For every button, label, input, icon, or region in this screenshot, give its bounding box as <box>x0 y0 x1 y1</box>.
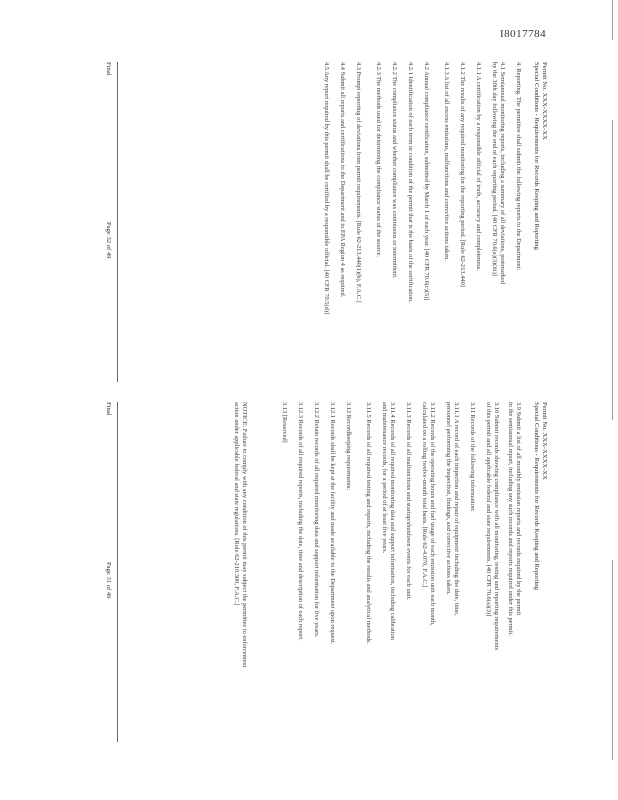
footer-rule <box>117 402 118 742</box>
right-text-line: 4.4 Submit all reports and certifications to the Department and to EPA Region 4 as required. <box>339 62 346 298</box>
left-text-line: personnel performing the inspection, findings, and corrective actions taken. <box>445 402 452 595</box>
left-text-line: 3.11.4 Records of all required monitoring data and support information, including calibration <box>389 402 396 640</box>
left-text-line: 3.12.2 Retain records of all required monitoring data and support information for five years. <box>313 402 320 638</box>
rotated-page-left <box>78 402 548 762</box>
footer-rule <box>117 62 118 382</box>
right-footer-status: Final <box>105 62 112 76</box>
right-text-line: 4.1 Semiannual monitoring reports, including a summary of all deviations, postmarked <box>499 62 506 285</box>
right-text-line: 4.1.3 A list of all excess emissions, malfunctions and corrective actions taken. <box>443 62 450 261</box>
left-text-line: 3.12.3 Records of all required reports, including the date, time and description of each report. <box>297 402 304 641</box>
page-identifier: I8017784 <box>500 28 547 40</box>
left-text-line: 3.11.1 A record of each inspection and repair of equipment including the date, time, <box>453 402 460 616</box>
right-page-header-1: Permit No. XXX-XXXX-XX <box>541 62 548 140</box>
left-text-line: 3.12.1 Records shall be kept at the facility and made available to the Department upon request. <box>329 402 336 645</box>
left-text-line: in the semiannual report, including any such records and reports required under this permit. <box>507 402 514 636</box>
right-text-line: 4.2.3 The methods used for determining the compliance status of the source. <box>375 62 382 258</box>
right-text-line: 4.2.2 The compliance status and whether compliance was continuous or intermittent. <box>391 62 398 279</box>
rotated-page-right <box>78 62 548 392</box>
right-text-line: 4.5 Any report required by this permit shall be certified by a responsible official. [40 CFR 70.5(d)] <box>323 62 330 315</box>
left-text-line: 3.10 Submit records showing compliance with all monitoring, testing and reporting requirements <box>493 402 500 650</box>
left-text-line: action under applicable federal and state regulations. [Rule 62-210.300, F.A.C.] <box>233 402 240 606</box>
left-text-line: 3.9 Submit a list of all monthly emission reports and records required by the permit <box>515 402 522 616</box>
left-text-line: 3.13 [Reserved] <box>281 402 288 443</box>
left-footer-page-number: Page 31 of 49 <box>105 562 112 599</box>
left-text-line: of this permit and all applicable federal and state requirements. [40 CFR 70.6(a)(3)] <box>485 402 492 617</box>
left-text-line: calculated on a rolling twelve-month total basis. [Rule 62-4.070, F.A.C.] <box>421 402 428 588</box>
left-text-line: 3.12 Recordkeeping requirements: <box>345 402 352 491</box>
left-text-line: and maintenance records, for a period of at least five years. <box>381 402 388 554</box>
right-text-line: 4.1.2 The results of any required monitoring for the reporting period. [Rule 62-213.440] <box>459 62 466 287</box>
left-footer-status: Final <box>105 402 112 416</box>
left-page-header-1: Permit No. XXX-XXXX-XX <box>541 402 548 480</box>
left-text-line: 3.11.2 Records of the operating hours and fuel usage of each emission unit each month, <box>429 402 436 626</box>
right-text-line: 4.1.1 A certification by a responsible official of truth, accuracy and completeness. <box>475 62 482 271</box>
right-page-header-2: Special Conditions - Requirements for Records Keeping and Reporting <box>533 62 540 250</box>
left-text-line: 3.11.5 Records of all required testing and reports, including the results and analytical methods. <box>365 402 372 645</box>
right-footer-page-number: Page 32 of 49 <box>105 222 112 259</box>
scan-edge-mark <box>612 0 613 40</box>
left-text-line: NOTICE: Failure to comply with any condition of this permit may subject the permittee to enforcement <box>241 402 248 668</box>
right-text-line: by the 30th day following the end of each reporting period. [40 CFR 70.6(a)(3)(iii)] <box>491 62 498 276</box>
left-text-line: 3.11 Records of the following information: <box>469 402 476 512</box>
right-text-line: 4. Reporting. The permittee shall submit the following reports to the Department: <box>515 62 522 271</box>
left-page-header-2: Special Conditions - Requirements for Records Keeping and Reporting <box>533 402 540 590</box>
scan-edge-mark <box>612 560 613 760</box>
right-text-line: 4.2 Annual compliance certification, submitted by March 1 of each year. [40 CFR 70.6(c)(5)] <box>423 62 430 301</box>
scan-edge-mark <box>612 120 613 420</box>
right-text-line: 4.3 Prompt reporting of deviations from permit requirements. [Rule 62-213.440(1)(b), F.A.C.] <box>355 62 362 303</box>
left-text-line: 3.11.3 Records of all malfunctions and startup/shutdown events for each unit. <box>405 402 412 601</box>
right-text-line: 4.2.1 Identification of each term or condition of the permit that is the basis of the certification. <box>407 62 414 303</box>
